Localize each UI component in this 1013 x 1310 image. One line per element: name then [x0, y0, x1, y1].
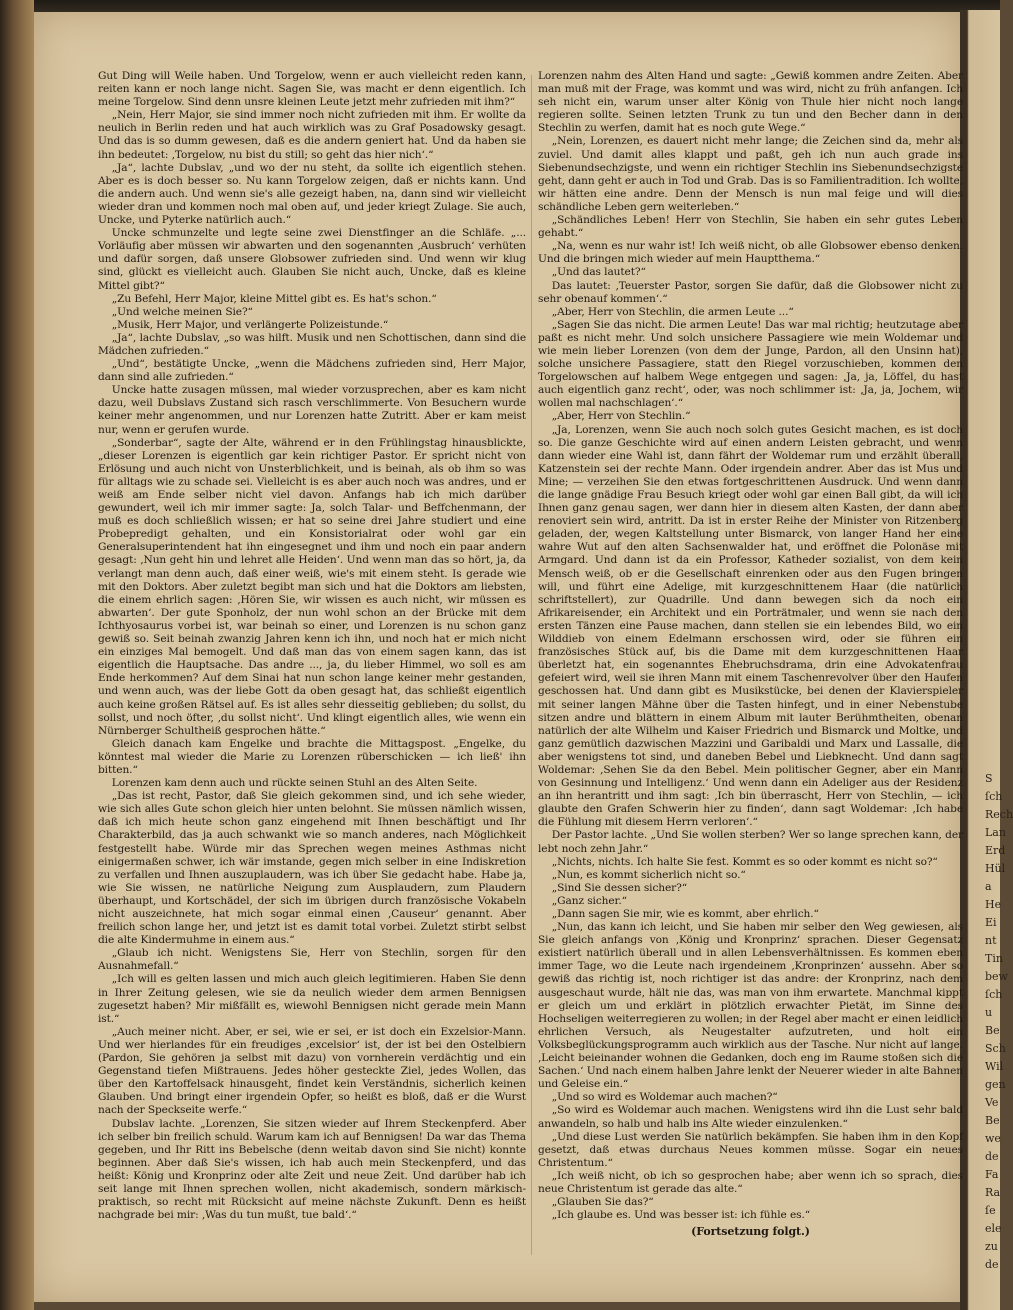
book-spine [0, 0, 34, 1310]
next-page-fragment: de [985, 1150, 999, 1163]
next-page-fragment: bew [985, 970, 1008, 983]
next-page-fragment: a [985, 880, 992, 893]
paragraph: Uncke schmunzelte und legte seine zwei Dienstfinger an die Schläfe. „... Vorläufig aber müssen wir abwarten und den sogenannten ‚Ausbruch‘ verhüten und dafür sorgen, daß unsere Globsower zufrieden sind. Und wenn wir klug sind, glückt es vielleicht auch. Glauben Sie nicht auch, Uncke, daß es kleine Mittel gibt?“ [98, 227, 526, 292]
next-page-fragment: we [985, 1132, 1001, 1145]
paragraph: Lorenzen nahm des Alten Hand und sagte: „Gewiß kommen andre Zeiten. Aber man muß mit der Frage, was kommt und was wird, nicht zu früh anfangen. Ich seh nicht ein, warum unser alter König von Thule hier nicht noch lange regieren sollte. Seinen letzten Trunk zu tun und den Becher dann in den Stechlin zu werfen, damit hat es noch gute Wege.“ [538, 70, 963, 135]
paragraph: „Ganz sicher.“ [551, 894, 627, 907]
next-page-fragment: de [985, 1258, 999, 1271]
next-page-fragment: Erd [985, 844, 1006, 857]
paragraph: Der Pastor lachte. „Und Sie wollen sterben? Wer so lange sprechen kann, der lebt noch zehn Jahr.“ [538, 829, 963, 855]
paragraph: „Und so wird es Woldemar auch machen?“ [551, 1091, 778, 1104]
paragraph: „Nein, Lorenzen, es dauert nicht mehr lange; die Zeichen sind da, mehr als zuviel. Und damit alles klappt und paßt, geh ich nun auch grade ins Siebenundsechzigste, und wenn ein richtiger Stechlin ins Siebenundsechzigste geht, dann geht er auch in Tod und Grab. Das is so Familientradition. Ich wollte, wir hätten eine andre. Denn der Mensch is nun mal feige und will dies schändliche Leben gern weiterleben.“ [538, 135, 963, 213]
next-page-fragment: ſch [985, 790, 1003, 803]
next-page-fragment: u [985, 1006, 993, 1019]
next-page-fragment: Lan [985, 826, 1006, 839]
paragraph: „Nein, Herr Major, sie sind immer noch nicht zufrieden mit ihm. Er wollte da neulich in Berlin reden und hat auch wirklich was zu Graf Posadowsky gesagt. Und das is so dumm gewesen, daß es die andern geniert hat. Und da haben sie ihn bedeutet: ‚Torgelow, nu bist du still; so geht das hier nich‘.“ [98, 109, 526, 161]
column-divider [531, 75, 532, 1255]
paragraph: „Und welche meinen Sie?“ [111, 305, 253, 318]
next-page-fragment: Hül [985, 862, 1006, 875]
paragraph: „Ja“, lachte Dubslav, „so was hilft. Musik und nen Schottischen, dann sind die Mädchen zufrieden.“ [98, 331, 526, 357]
left-column [98, 70, 526, 1222]
paragraph: Dubslav lachte. „Lorenzen, Sie sitzen wieder auf Ihrem Steckenpferd. Aber ich selber bin freilich schuld. Warum kam ich auf Bennigsen! Da war das Thema gegeben, und Ihr Ritt ins Bebelsche (denn weitab davon sind Sie nicht) konnte beginnen. Aber daß Sie's wissen, ich hab auch mein Steckenpferd, und das heißt: König und Kronprinz oder alte Zeit und neue Zeit. Und darüber hab ich seit lange mit Ihnen sprechen wollen, nicht akademisch, sondern märkisch-praktisch, so recht mit Rücksicht auf meine nächste Zukunft. Denn es heißt nachgrade bei mir: ‚Was du tun mußt, tue bald‘.“ [98, 1117, 526, 1222]
paragraph: „Glauben Sie das?“ [551, 1196, 654, 1209]
paragraph: Lorenzen kam denn auch und rückte seinen Stuhl an des Alten Seite. [111, 777, 478, 790]
right-column [538, 70, 963, 1238]
paragraph: „Ja“, lachte Dubslav, „und wo der nu steht, da sollte ich eigentlich stehen. Aber es is doch besser so. Nu kann Torgelow zeigen, daß er nichts kann. Und die andern auch. Und wenn sie's alle gezeigt haben, na, dann sind wir vielleicht wieder dran und kommen noch mal oben auf, und jeder kriegt Zulage. Sie auch, Uncke, und Pyterke natürlich auch.“ [98, 161, 526, 227]
paragraph: „Dann sagen Sie mir, wie es kommt, aber ehrlich.“ [551, 908, 819, 920]
paragraph: „Musik, Herr Major, und verlängerte Polizeistunde.“ [111, 318, 389, 331]
paragraph: „Nun, das kann ich leicht, und Sie haben mir selber den Weg gewiesen, als Sie gleich anfangs von ‚König und Kronprinz‘ sprachen. Dieser Gegensatz existiert natürlich überall und in allen Lebensverhältnissen. Es kommen eben immer Tage, wo die Leute nach irgendeinem ‚Kronprinzen‘ aussehn. Aber so gewiß das richtig ist, noch richtiger ist das andre: der Kronprinz, nach dem ausgeschaut wurde, hält nie das, was man von ihm erwartete. Manchmal kippt er gleich um und erklärt in plötzlich erwachter Pietät, im Sinne des Hochseligen weiterregieren zu wollen; in der Regel aber macht er einen leidlich ehrlichen Versuch, als Neugestalter aufzutreten, und holt ein Volksbeglückungsprogramm auch wirklich aus der Tasche. Nur nicht auf lange. ‚Leicht beieinander wohnen die Gedanken, doch eng im Raume stoßen sich die Sachen.‘ Und nach einem halben Jahre lenkt der Neuerer wieder in alte Bahnen und Geleise ein.“ [538, 921, 963, 1091]
next-page-fragment: Wil [985, 1060, 1004, 1073]
next-page-fragments [985, 770, 1013, 1274]
paragraph: „Glaub ich nicht. Wenigstens Sie, Herr von Stechlin, sorgen für den Ausnahmefall.“ [98, 947, 526, 973]
paragraph: „Aber, Herr von Stechlin, die armen Leute ...“ [551, 305, 794, 318]
to-be-continued: (Fortsetzung folgt.) [691, 1225, 810, 1239]
paragraph: „Aber, Herr von Stechlin.“ [551, 410, 691, 423]
paragraph: „Ich will es gelten lassen und mich auch gleich legitimieren. Haben Sie denn in Ihrer Zeitung gelesen, wie sie da neulich wieder dem armen Bennigsen zugesetzt haben? Mir mißfällt es, wiewohl Bennigsen nicht gerade mein Mann ist.“ [98, 973, 526, 1025]
paragraph: Uncke hatte zusagen müssen, mal wieder vorzusprechen, aber es kam nicht dazu, weil Dubslavs Zustand sich rasch verschlimmerte. Von Besuchern wurde keiner mehr angenommen, und nur Lorenzen hatte Zutritt. Aber er kam meist nur, wenn er gerufen wurde. [98, 384, 526, 436]
next-page-fragment: ſe [985, 1204, 996, 1217]
paragraph: „Und das lautet?“ [551, 266, 646, 279]
next-page-fragment: Sch [985, 1042, 1006, 1055]
next-page-fragment: nt [985, 934, 997, 947]
paragraph: „Und diese Lust werden Sie natürlich bekämpfen. Sie haben ihm in den Kopf gesetzt, daß etwas durchaus Neues kommen müsse. Sogar ein neues Christentum.“ [538, 1130, 963, 1169]
paragraph: „So wird es Woldemar auch machen. Wenigstens wird ihn die Lust sehr bald anwandeln, so halb und halb ins Alte wieder einzulenken.“ [538, 1104, 963, 1130]
next-page-fragment: zu [985, 1240, 998, 1253]
next-page-fragment: Ve [985, 1096, 999, 1109]
paragraph: Das lautet: ‚Teuerster Pastor, sorgen Sie dafür, daß die Globsower nicht zu sehr obenauf kommen‘.“ [538, 279, 963, 305]
next-page-fragment: He [985, 898, 1002, 911]
next-page-fragment: Ei [985, 916, 997, 929]
paragraph: „Ja, Lorenzen, wenn Sie auch noch solch gutes Gesicht machen, es ist doch so. Die ganze Geschichte wird auf einen andern Leisten gebracht, und wenn dann wieder eine Wahl ist, dann fährt der Woldemar rum und erzählt überall, Katzenstein sei der rechte Mann. Oder irgendein andrer. Aber das ist Mus und Mine; — verzeihen Sie den etwas fortgeschrittenen Ausdruck. Und wenn dann die lange gnädige Frau Besuch kriegt oder wohl gar einen Ball gibt, da will ich Ihnen ganz genau sagen, wer dann hier in diesem alten Kasten, der dann aber renoviert sein wird, antritt. Da ist in erster Reihe der Minister von Ritzenberg geladen, der, wegen Kaltstellung unter Bismarck, von langer Hand her eine wahre Wut auf den alten Sachsenwalder hat, und eröffnet die Polonäse mit Armgard. Und dann ist da ein Professor, Katheder sozialist, von dem kein Mensch weiß, ob er die Gesellschaft einrenken oder aus den Fugen bringen will, und führt eine Adelige, mit kurzgeschnittenem Haar (die natürlich schriftstellert), zur Quadrille. Und dann bewegen sich da noch ein Afrikareisender, ein Architekt und ein Porträtmaler, und wenn sie nach den ersten Tänzen eine Pause machen, dann stellen sie ein lebendes Bild, wo ein Wilddieb von einem Edelmann erschossen wird, oder sie führen ein französisches Stück auf, bis die Dame mit dem kurzgeschnittenen Haar überletzt hat, ein sogenanntes Ehebruchsdrama, drin eine Advokatenfrau gefeiert wird, weil sie ihren Mann mit einem Taschenrevolver über den Haufen geschossen hat. Und dann gibt es Musikstücke, bei denen der Klavierspieler mit seiner langen Mähne über die Tasten hinfegt, und in einer Nebenstube sitzen andre und blättern in einem Album mit lauter Berühmtheiten, obenan natürlich der alte Wilhelm und Kaiser Friedrich und Bismarck und Moltke, und ganz gemütlich dazwischen Mazzini und Garibaldi und Marx und Lassalle, die aber wenigstens tot sind, und daneben Bebel und Liebknecht. Und dann sagt Woldemar: ‚Sehen Sie da den Bebel. Mein politischer Gegner, aber ein Mann von Gesinnung und Intelligenz.‘ Und wenn dann ein Adeliger aus der Residenz an ihn herantritt und ihm sagt: ‚Ich bin überrascht, Herr von Stechlin, — ich glaubte den Grafen Schwerin hier zu finden‘, dann sagt Woldemar: ‚Ich habe die Fühlung mit diesem Herrn verloren‘.“ [538, 423, 963, 829]
paragraph: „Sonderbar“, sagte der Alte, während er in den Frühlingstag hinausblickte, „dieser Lorenzen is eigentlich gar kein richtiger Pastor. Er spricht nicht von Erlösung und auch nicht von Unsterblichkeit, und is beinah, als ob ihm so was für alltags wie zu schade sei. Vielleicht is es aber auch noch was andres, und er weiß am Ende selber nicht viel davon. Anfangs hab ich mich darüber gewundert, weil ich mir immer sagte: Ja, solch Talar- und Beffchenmann, der muß es doch schließlich wissen; er hat so seine drei Jahre studiert und eine Probepredigt gehalten, und ein Konsistorialrat oder wohl gar ein Generalsuperintendent hat ihn eingesegnet und ihm und noch ein paar andern gesagt: ‚Nun geht hin und lehret alle Heiden‘. Und wenn man das so hört, ja, da verlangt man denn auch, daß einer weiß, wie's mit einem steht. Is gerade wie mit den Doktors. Aber zuletzt begibt man sich und hat die Doktors am liebsten, die einem ehrlich sagen: ‚Hören Sie, wir wissen es auch nicht, wir müssen es abwarten‘. Der gute Sponholz, der nun wohl schon an der Brücke mit dem Ichthyosaurus vorbei ist, war beinah so einer, und Lorenzen is nu schon ganz gewiß so. Seit beinah zwanzig Jahren kenn ich ihn, und noch hat er mich nicht ein einziges Mal bemogelt. Und daß man das von einem sagen kann, das ist eigentlich die Hauptsache. Das andre ..., ja, du lieber Himmel, wo soll es am Ende herkommen? Auf dem Sinai hat nun schon lange keiner mehr gestanden, und wenn auch, was der liebe Gott da oben gesagt hat, das schließt eigentlich auch keine großen Rätsel auf. Es ist alles sehr diesseitig geblieben; du sollst, du sollst, und noch öfter, ‚du sollst nicht‘. Und klingt eigentlich alles, wie wenn ein Nürnberger Schultheiß gesprochen hätte.“ [98, 436, 526, 737]
next-page-fragment: Rech [985, 808, 1013, 821]
next-page-fragment: Fa [985, 1168, 999, 1181]
next-page-fragment: Be [985, 1114, 1000, 1127]
next-page-fragment: S [985, 772, 993, 785]
paragraph: „Na, wenn es nur wahr ist! Ich weiß nicht, ob alle Globsower ebenso denken. Und die bringen mich wieder auf mein Hauptthema.“ [538, 240, 963, 266]
paragraph: „Das ist recht, Pastor, daß Sie gleich gekommen sind, und ich sehe wieder, wie sich alles Gute schon gleich hier unten belohnt. Sie müssen nämlich wissen, daß ich mich heute schon ganz eingehend mit Ihnen beschäftigt und Ihr Charakterbild, das ja auch schwankt wie so manch anderes, nach Möglichkeit festgestellt habe. Würde mir das Sprechen wegen meines Asthmas nicht einigermaßen schwer, ich wär imstande, gegen mich selber in eine Indiskretion zu verfallen und Ihnen auszuplaudern, was ich über Sie gedacht habe. Habe ja, wie Sie wissen, ne natürliche Neigung zum Ausplaudern, zum Plaudern überhaupt, und Kortschädel, der sich im übrigen durch französische Vokabeln nicht auszeichnete, hat mich sogar einmal einen ‚Causeur‘ genannt. Aber freilich schon lange her, und jetzt ist es damit total vorbei. Zuletzt stirbt selbst die alte Kindermuhme in einem aus.“ [98, 790, 526, 947]
next-page-fragment: ele [985, 1222, 1002, 1235]
paragraph: „Zu Befehl, Herr Major, kleine Mittel gibt es. Es hat's schon.“ [111, 292, 437, 305]
paragraph: „Ich weiß nicht, ob ich so gesprochen habe; aber wenn ich so sprach, dies neue Christentum ist gerade das alte.“ [538, 1169, 963, 1195]
paragraph: Gleich danach kam Engelke und brachte die Mittagspost. „Engelke, du könntest mal wieder die Marie zu Lorenzen rüberschicken — ich ließ' ihn bitten.“ [98, 737, 526, 776]
next-page-fragment: gen [985, 1078, 1006, 1091]
paragraph: „Schändliches Leben! Herr von Stechlin, Sie haben ein sehr gutes Leben gehabt.“ [538, 214, 963, 240]
paragraph: „Auch meiner nicht. Aber, er sei, wie er sei, er ist doch ein Exzelsior-Mann. Und wer hierlandes für ein freudiges ‚excelsior‘ ist, der ist bei den Ostelbiern (Pardon, Sie gehören ja selbst mit dazu) von vornherein verdächtig und ein Gegenstand tiefen Mißtrauens. Jedes höher gesteckte Ziel, jedes Wollen, das über den Kartoffelsack hinausgeht, findet kein Verständnis, sicherlich keinen Glauben. Und bringt einer irgendein Opfer, so heißt es bloß, daß er die Wurst nach der Speckseite werfe.“ [98, 1025, 526, 1117]
paragraph: Gut Ding will Weile haben. Und Torgelow, wenn er auch vielleicht reden kann, reiten kann er noch lange nicht. Sagen Sie, was macht er denn eigentlich. Ich meine Torgelow. Sind denn unsre kleinen Leute jetzt mehr zufrieden mit ihm?“ [98, 70, 526, 109]
next-page-fragment: ſch [985, 988, 1003, 1001]
next-page-fragment: Ra [985, 1186, 1001, 1199]
paragraph: „Sagen Sie das nicht. Die armen Leute! Das war mal richtig; heutzutage aber paßt es nicht mehr. Und solch unsichere Passagiere wie mein Woldemar und wie mein lieber Lorenzen (von dem der Junge, Pardon, all den Unsinn hat), solche unsichere Passagiere, statt den Riegel vorzuschieben, kommen den Torgelowschen auf halbem Wege entgegen und sagen: ‚Ja, ja, Löffel, du hast auch eigentlich ganz recht‘, oder, was noch schlimmer ist: ‚Ja, ja, Jochem, wir wollen mal nachschlagen‘.“ [538, 318, 963, 410]
next-page-fragment: Tin [985, 952, 1003, 965]
next-page-fragment: Be [985, 1024, 1000, 1037]
paragraph: „Und“, bestätigte Uncke, „wenn die Mädchens zufrieden sind, Herr Major, dann sind alle zufrieden.“ [98, 358, 526, 384]
paragraph: „Sind Sie dessen sicher?“ [551, 881, 688, 894]
paragraph: „Ich glaube es. Und was besser ist: ich fühle es.“ [551, 1209, 811, 1222]
paragraph: „Nichts, nichts. Ich halte Sie fest. Kommt es so oder kommt es nicht so?“ [551, 855, 938, 868]
paragraph: „Nun, es kommt sicherlich nicht so.“ [551, 868, 746, 881]
